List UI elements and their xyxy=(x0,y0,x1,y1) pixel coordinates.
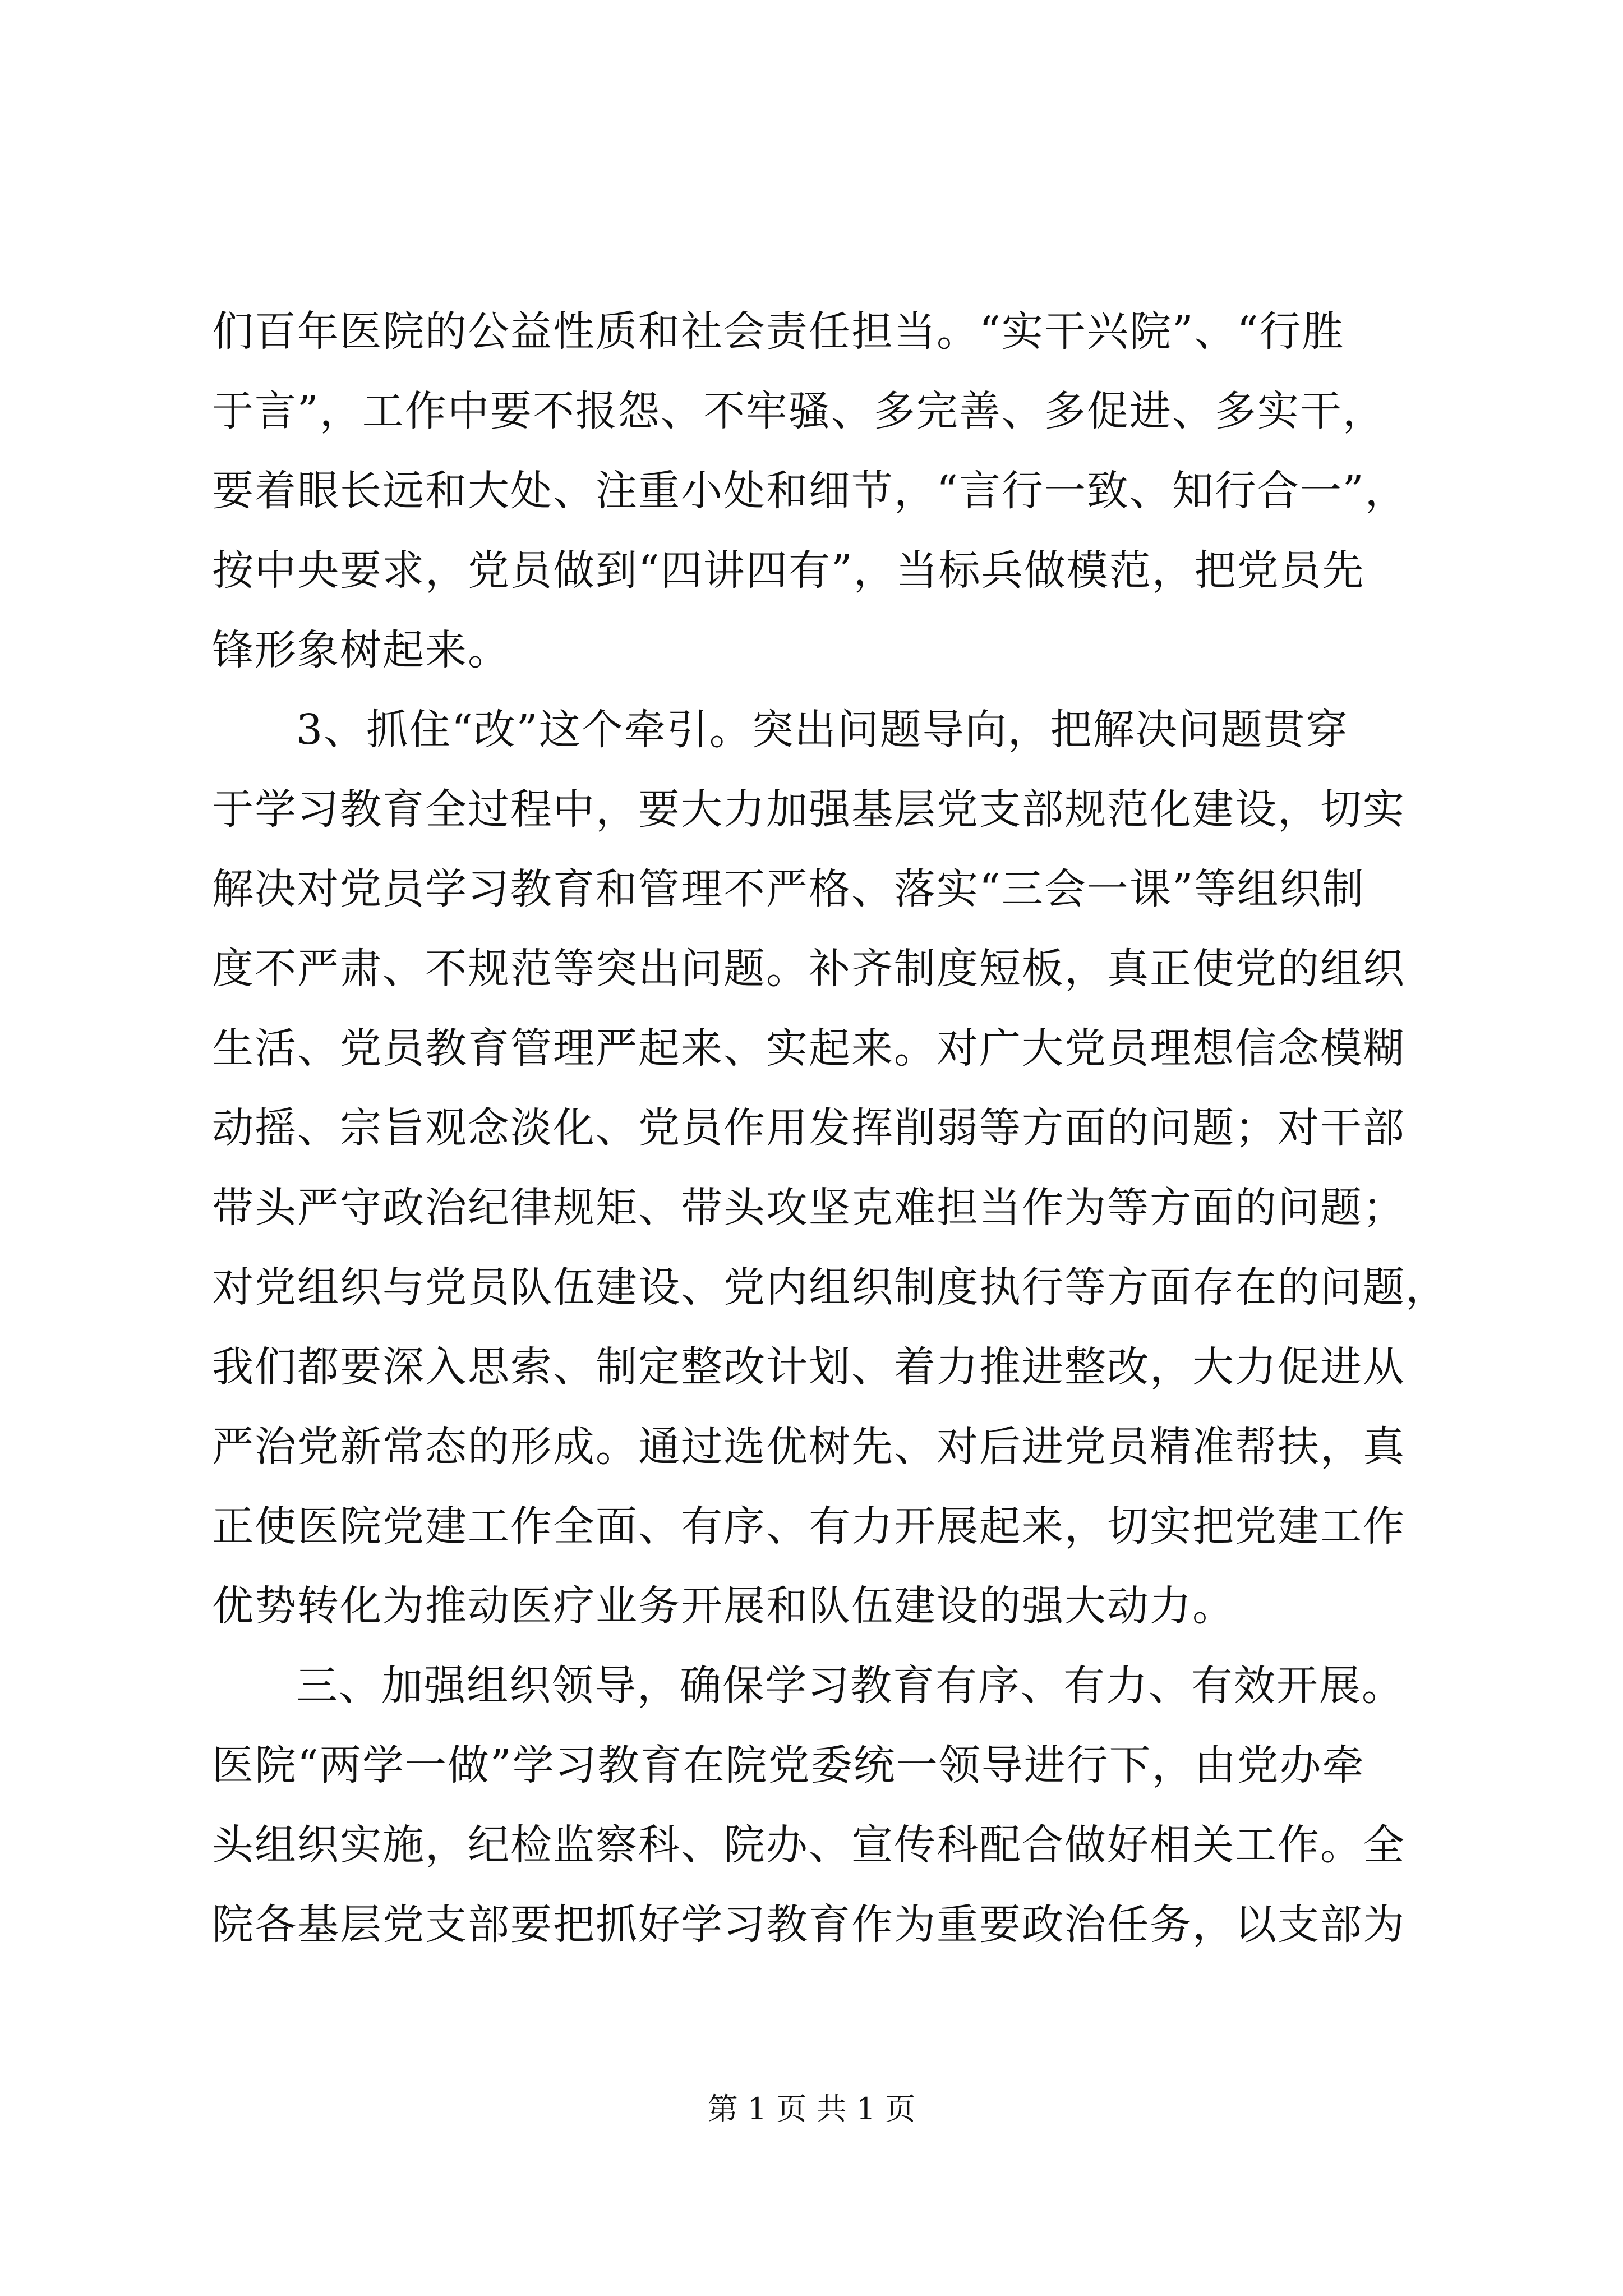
text-line-14: 我们都要深入思索、制定整改计划、着力推进整改，大力促进从 xyxy=(212,1343,1405,1391)
text-line-10: 生活、党员教育管理严起来、实起来。对广大党员理想信念模糊 xyxy=(212,1024,1405,1073)
text-line-17: 优势转化为推动医疗业务开展和队伍建设的强大动力。 xyxy=(212,1582,1235,1630)
text-line-18: 三、加强组织领导，确保学习教育有序、有力、有效开展。 xyxy=(296,1662,1404,1710)
document-body xyxy=(212,292,1448,1964)
text-line-19: 医院“两学一做”学习教育在院党委统一领导进行下，由党办牵 xyxy=(212,1741,1365,1789)
text-line-21: 院各基层党支部要把抓好学习教育作为重要政治任务，以支部为 xyxy=(212,1901,1405,1949)
text-line-2: 于言”，工作中要不报怨、不牢骚、多完善、多促进、多实干， xyxy=(212,387,1385,435)
text-line-11: 动摇、宗旨观念淡化、党员作用发挥削弱等方面的问题；对干部 xyxy=(212,1104,1405,1152)
text-line-16: 正使医院党建工作全面、有序、有力开展起来，切实把党建工作 xyxy=(212,1502,1405,1550)
page-footer: 第 1 页 共 1 页 xyxy=(707,2091,916,2127)
text-line-4: 按中央要求，党员做到“四讲四有”，当标兵做模范，把党员先 xyxy=(212,546,1365,595)
text-line-3: 要着眼长远和大处、注重小处和细节，“言行一致、知行合一”， xyxy=(212,467,1408,515)
text-line-6: 3、抓住“改”这个牵引。突出问题导向，把解决问题贯穿 xyxy=(296,706,1349,754)
text-line-12: 带头严守政治纪律规矩、带头攻坚克难担当作为等方面的问题； xyxy=(212,1184,1405,1232)
text-line-15: 严治党新常态的形成。通过选优树先、对后进党员精准帮扶，真 xyxy=(212,1423,1405,1471)
text-line-7: 于学习教育全过程中，要大力加强基层党支部规范化建设，切实 xyxy=(212,785,1405,834)
text-line-9: 度不严肃、不规范等突出问题。补齐制度短板，真正使党的组织 xyxy=(212,945,1405,993)
text-line-1: 们百年医院的公益性质和社会责任担当。“实干兴院”、“行胜 xyxy=(212,307,1345,356)
text-line-5: 锋形象树起来。 xyxy=(212,626,510,674)
text-line-8: 解决对党员学习教育和管理不严格、落实“三会一课”等组织制 xyxy=(212,865,1365,913)
text-line-20: 头组织实施，纪检监察科、院办、宣传科配合做好相关工作。全 xyxy=(212,1821,1405,1869)
text-line-13: 对党组织与党员队伍建设、党内组织制度执行等方面存在的问题， xyxy=(212,1263,1448,1312)
